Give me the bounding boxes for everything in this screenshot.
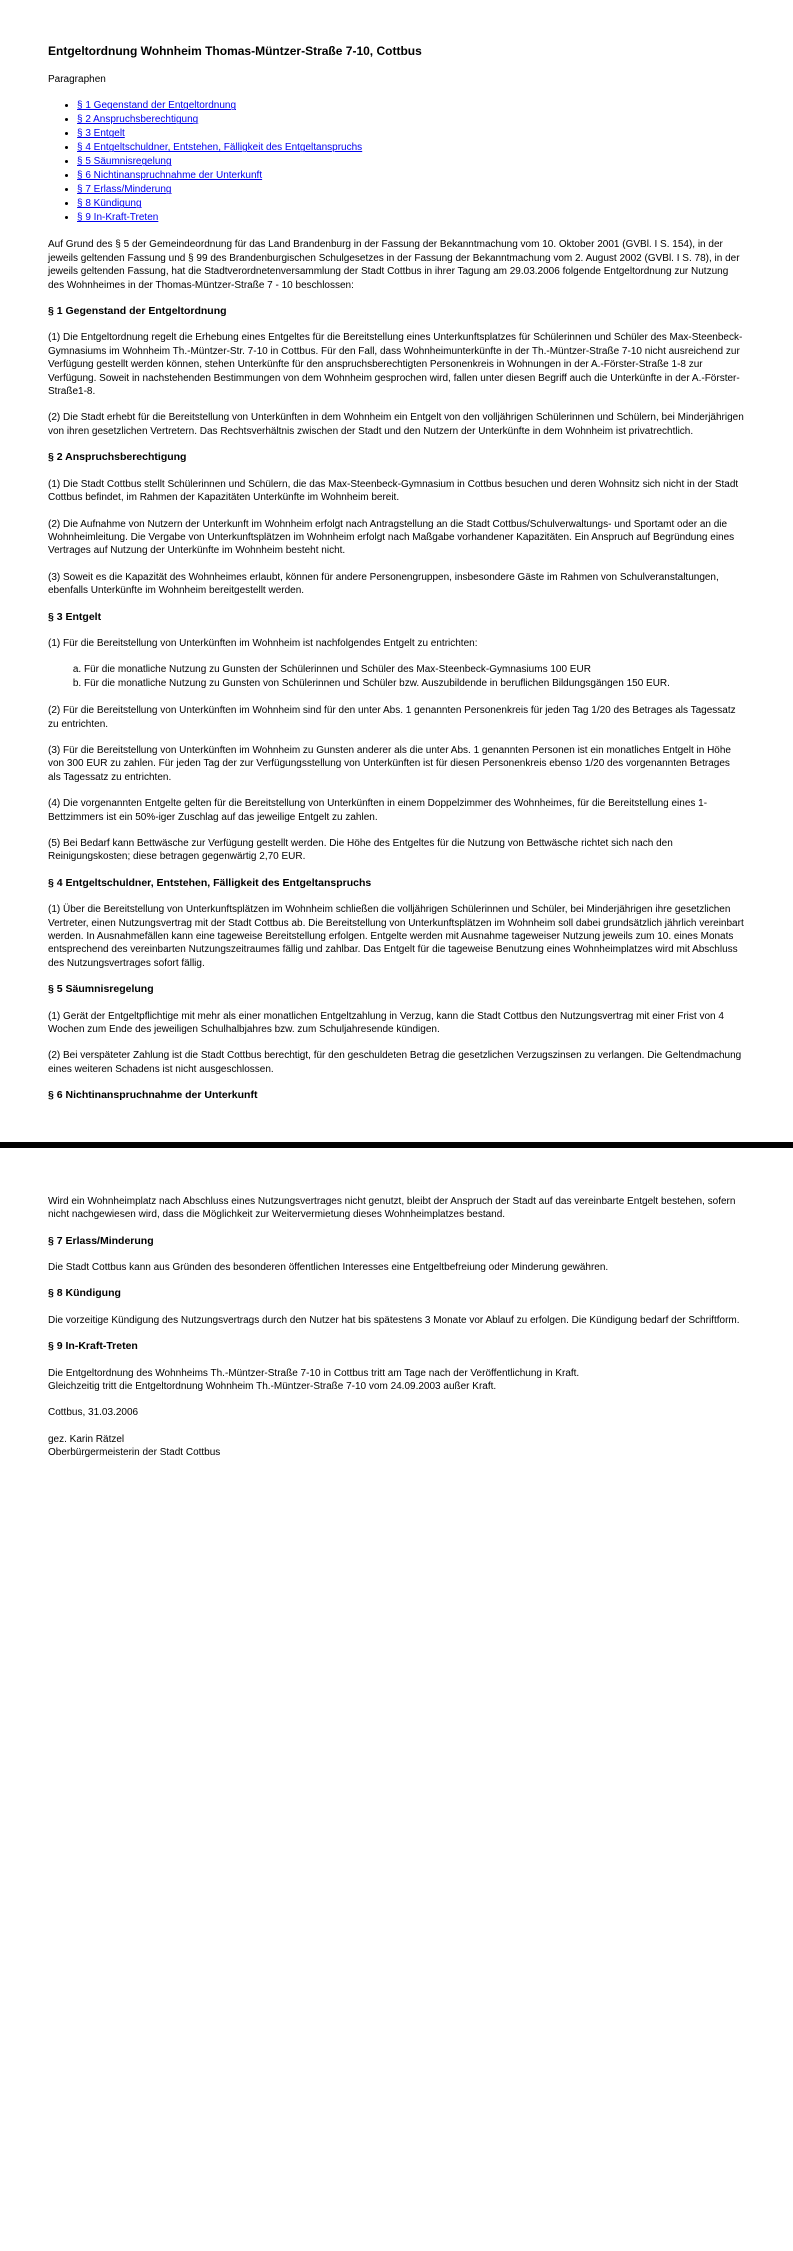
toc-item [77,183,745,197]
place-date-line: Cottbus, 31.03.2006 [48,1407,139,1419]
section-2-paragraph-1: (1) Die Stadt Cottbus stellt Schülerinnen und Schülern, die das Max-Steenbeck-Gymnasium in Cottbus besuchen und deren Wohnsitz sich nicht in der Stadt Cottbus befindet, im Rahmen der Kapazitäten Unterkünfte im Wohnheim bereit. [48,478,739,504]
toc-link-paragraph-9[interactable]: § 9 In-Kraft-Treten [77,212,159,224]
section-1-paragraph-1: (1) Die Entgeltordnung regelt die Erhebung eines Entgeltes für die Bereitstellung eines Unterkunftsplatzes für Schülerinnen und Schüler des Max-Steenbeck-Gymnasiums im Wohnheim Th.-Müntzer-Str. 7-10 in Cottbus. Für den Fall, dass Wohnheimunterkünfte in der Th.-Müntzer-Straße 7-10 nicht ausreichend zur Verfügung gestellt werden können, stehen Unterkünfte für den anspruchsberechtigten Personenkreis in Wohnungen in der A.-Förster-Straße 1-8 zur Verfügung. Soweit in nachstehenden Bestimmungen von dem Wohnheim gesprochen wird, fallen unter diesen Begriff auch die Unterkünfte in der A.-Förster-Straße1-8. [48,332,743,398]
section-8-heading: § 8 Kündigung [48,1287,121,1300]
toc-link-paragraph-4[interactable]: § 4 Entgeltschuldner, Entstehen, Fälligkeit des Entgeltanspruchs [77,142,363,154]
toc-item [77,99,745,113]
toc-item [77,113,745,127]
document-title: Entgeltordnung Wohnheim Thomas-Müntzer-Straße 7-10, Cottbus [48,44,422,58]
section-3-heading: § 3 Entgelt [48,610,102,623]
toc-item [77,169,745,183]
section-7-heading: § 7 Erlass/Minderung [48,1234,154,1247]
toc-link-paragraph-1[interactable]: § 1 Gegenstand der Entgeltordnung [77,100,237,112]
section-4-heading: § 4 Entgeltschuldner, Entstehen, Fälligkeit des Entgeltanspruchs [48,876,372,889]
toc-link-paragraph-8[interactable]: § 8 Kündigung [77,198,142,210]
section-1-heading: § 1 Gegenstand der Entgeltordnung [48,305,227,318]
toc-item [77,211,745,225]
section-3-paragraph-4: (4) Die vorgenannten Entgelte gelten für die Bereitstellung von Unterkünften in einem Doppelzimmer des Wohnheimes, für die Bereitstellung eines 1-Bettzimmers ist ein 50%-iger Zuschlag auf das jeweilige Entgelt zu zahlen. [48,798,708,823]
section-9-line-2: Gleichzeitig tritt die Entgeltordnung Wohnheim Th.-Müntzer-Straße 7-10 vom 24.09.2003 außer Kraft. [48,1380,497,1392]
section-3-paragraph-1: (1) Für die Bereitstellung von Unterkünften im Wohnheim ist nachfolgendes Entgelt zu entrichten: [48,637,478,649]
section-2-heading: § 2 Anspruchsberechtigung [48,451,187,464]
preamble-paragraph: Auf Grund des § 5 der Gemeindeordnung für das Land Brandenburg in der Fassung der Bekanntmachung vom 10. Oktober 2001 (GVBl. I S. 154), in der jeweils geltenden Fassung und § 99 des Brandenburgischen Schulgesetzes in der Fassung der Bekanntmachung vom 2. August 2002 (GVBl. I S. 78), in der jeweils geltenden Fassung, hat die Stadtverordnetenversammlung der Stadt Cottbus in ihrer Tagung am 29.03.2006 folgende Entgeltordnung zur Nutzung des Wohnheimes in der Thomas-Müntzer-Straße 7 - 10 beschlossen: [48,239,740,291]
section-1-paragraph-2: (2) Die Stadt erhebt für die Bereitstellung von Unterkünften in dem Wohnheim ein Entgelt von den volljährigen Schülerinnen und Schülern, bei Minderjährigen von ihren gesetzlichen Vertretern. Das Rechtsverhältnis zwischen der Stadt und den Nutzern der Unterkünfte in dem Wohnheim ist privatrechtlich. [48,412,744,437]
section-7-paragraph-1: Die Stadt Cottbus kann aus Gründen des besonderen öffentlichen Interesses eine Entgeltbefreiung oder Minderung gewähren. [48,1261,609,1273]
toc-item [77,197,745,211]
section-6-paragraph-1: Wird ein Wohnheimplatz nach Abschluss eines Nutzungsvertrages nicht genutzt, bleibt der Anspruch der Stadt auf das vereinbarte Entgelt bestehen, sofern nicht nachgewiesen wird, dass die Möglichkeit zur Weitervermietung dieses Wohnheimplatzes bestand. [48,1195,736,1221]
signature-name-line: gez. Karin Rätzel [48,1433,125,1445]
toc-list [48,99,745,225]
section-8-paragraph-1: Die vorzeitige Kündigung des Nutzungsvertrags durch den Nutzer hat bis spätestens 3 Monate vor Ablauf zu erfolgen. Die Kündigung bedarf der Schriftform. [48,1314,740,1326]
toc-link-paragraph-2[interactable]: § 2 Anspruchsberechtigung [77,114,199,126]
fee-list-item-a: a. Für die monatliche Nutzung zu Gunsten der Schülerinnen und Schüler des Max-Steenbeck-Gymnasiums 100 EUR [84,663,745,677]
signature-block [48,1433,745,1460]
section-9-heading: § 9 In-Kraft-Treten [48,1340,138,1353]
page-break-divider [0,1142,793,1148]
section-9-paragraph-1 [48,1367,745,1394]
section-5-paragraph-1: (1) Gerät der Entgeltpflichtige mit mehr als einer monatlichen Entgeltzahlung in Verzug, kann die Stadt Cottbus den Nutzungsvertrag mit einer Frist von 4 Wochen zum Ende des jeweiligen Schulhalbjahres bzw. zum Schuljahresende kündigen. [48,1010,724,1036]
toc-item [77,127,745,141]
section-2-paragraph-2: (2) Die Aufnahme von Nutzern der Unterkunft im Wohnheim erfolgt nach Antragstellung an die Stadt Cottbus/Schulverwaltungs- und Sportamt oder an die Wohnheimleitung. Die Vergabe von Unterkunftsplätzen im Wohnheim erfolgt nach Maßgabe vorhandener Kapazitäten. Ein Anspruch auf Begründung eines Vertrages auf Nutzung der Unterkünfte im Wohnheim besteht nicht. [48,518,735,557]
section-6-heading: § 6 Nichtinanspruchnahme der Unterkunft [48,1089,258,1102]
toc-item [77,155,745,169]
section-5-heading: § 5 Säumnisregelung [48,983,154,996]
toc-link-paragraph-6[interactable]: § 6 Nichtinanspruchnahme der Unterkunft [77,170,263,182]
toc-link-paragraph-5[interactable]: § 5 Säumnisregelung [77,156,172,168]
section-3-paragraph-3: (3) Für die Bereitstellung von Unterkünften im Wohnheim zu Gunsten anderer als die unter Abs. 1 genannten Personen ist ein monatliches Entgelt in Höhe von 300 EUR zu zahlen. Für jeden Tag der zur Verfügungsstellung von Unterkünften ist für diesen Personenkreis ebenso 1/20 des vorgenannten Betrages als Tagessatz zu entrichten. [48,744,731,783]
section-3-paragraph-5: (5) Bei Bedarf kann Bettwäsche zur Verfügung gestellt werden. Die Höhe des Entgeltes für die Nutzung von Bettwäsche richtet sich nach den Reinigungskosten; diese betragen gegenwärtig 2,70 EUR. [48,838,673,863]
section-2-paragraph-3: (3) Soweit es die Kapazität des Wohnheimes erlaubt, können für andere Personengruppen, insbesondere Gäste im Rahmen von Schulveranstaltungen, ebenfalls Unterkünfte im Wohnheim bereitgestellt werden. [48,571,719,597]
toc-heading: Paragraphen [48,74,106,85]
toc-link-paragraph-7[interactable]: § 7 Erlass/Minderung [77,184,172,196]
section-3-fee-list [48,663,745,691]
section-9-line-1: Die Entgeltordnung des Wohnheims Th.-Müntzer-Straße 7-10 in Cottbus tritt am Tage nach der Veröffentlichung in Kraft. [48,1367,580,1379]
section-5-paragraph-2: (2) Bei verspäteter Zahlung ist die Stadt Cottbus berechtigt, für den geschuldeten Betrag die gesetzlichen Verzugszinsen zu verlangen. Die Geltendmachung eines weiteren Schadens ist nicht ausgeschlossen. [48,1050,742,1075]
section-3-paragraph-2: (2) Für die Bereitstellung von Unterkünften im Wohnheim sind für den unter Abs. 1 genannten Personenkreis für jeden Tag 1/20 des Betrages als Tagessatz zu entrichten. [48,705,736,730]
signature-title-line: Oberbürgermeisterin der Stadt Cottbus [48,1447,221,1459]
fee-list-item-b: b. Für die monatliche Nutzung zu Gunsten von Schülerinnen und Schüler bzw. Auszubildende in beruflichen Bildungsgängen 150 EUR. [84,677,745,691]
section-4-paragraph-1: (1) Über die Bereitstellung von Unterkunftsplätzen im Wohnheim schließen die volljährigen Schülerinnen und Schüler, bei Minderjährigen ihre gesetzlichen Vertreter, einen Nutzungsvertrag mit der Stadt Cottbus ab. Die Bereitstellung von Unterkunftsplätzen im Wohnheim soll dabei grundsätzlich jährlich vereinbart werden. In Ausnahmefällen kann eine tageweise Bereitstellung erfolgen. Entgelte werden mit Ausnahme tageweiser Nutzung jeweils zum 10. eines Monats entsprechend des vereinbarten Nutzungszeitraumes fällig und zahlbar. Das Entgelt für die tageweise Benutzung eines Wohnheimplatzes wird mit Abschluss des Nutzungsvertrages sofort fällig. [48,904,744,969]
toc-item [77,141,745,155]
toc-link-paragraph-3[interactable]: § 3 Entgelt [77,128,125,140]
